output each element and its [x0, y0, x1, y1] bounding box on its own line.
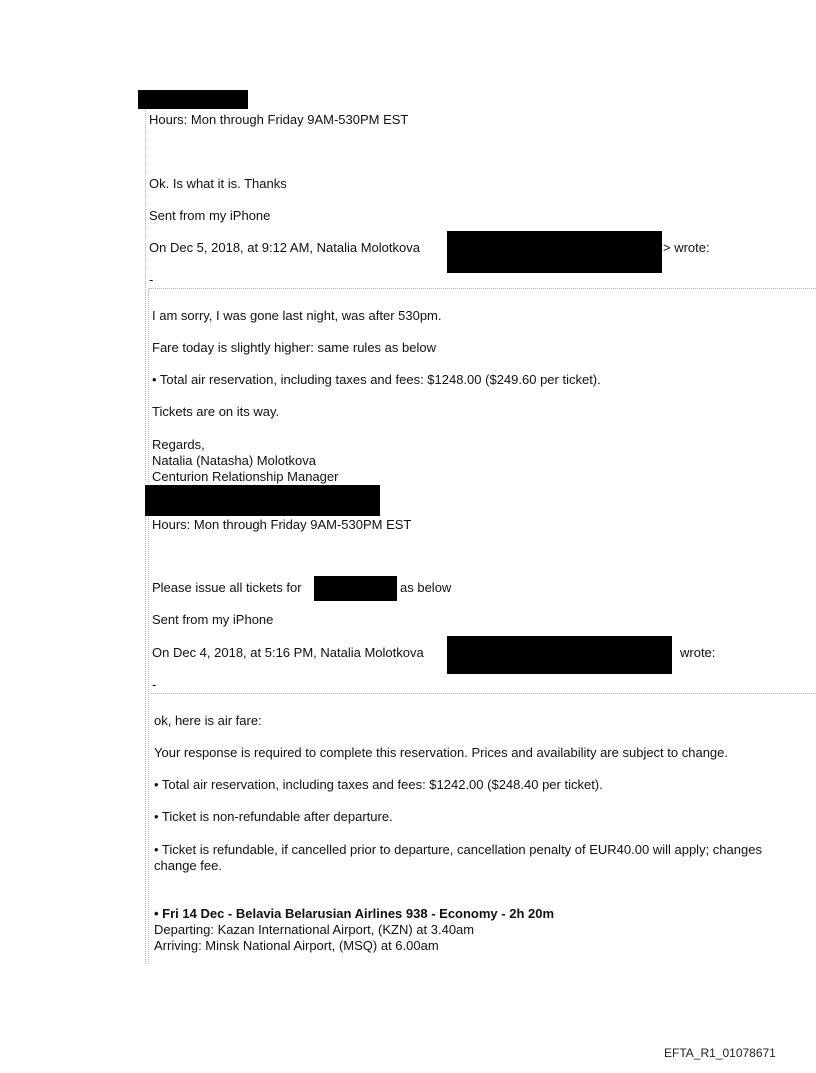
hours-line: Hours: Mon through Friday 9AM-530PM EST — [152, 517, 412, 532]
hours-line: Hours: Mon through Friday 9AM-530PM EST — [149, 112, 409, 127]
signature-regards: Regards, — [152, 437, 205, 452]
bullet-item: • Total air reservation, including taxes and fees: $1248.00 ($249.60 per ticket). — [152, 372, 601, 387]
bullet-item: • Total air reservation, including taxes and fees: $1242.00 ($248.40 per ticket). — [154, 777, 603, 792]
dash-separator: - — [152, 677, 157, 692]
quote-header-suffix: > wrote: — [663, 240, 710, 255]
sent-from-line: Sent from my iPhone — [149, 208, 271, 223]
quote-header-suffix: wrote: — [680, 645, 716, 660]
redaction-box — [145, 485, 380, 516]
quote-header-prefix: On Dec 4, 2018, at 5:16 PM, Natalia Molotkova — [152, 645, 424, 660]
quote-border-inner — [148, 290, 149, 964]
message-line: Fare today is slightly higher: same rules as below — [152, 340, 436, 355]
quote-header-prefix: On Dec 5, 2018, at 9:12 AM, Natalia Molotkova — [149, 240, 420, 255]
message-line: Tickets are on its way. — [152, 404, 280, 419]
reply-text: Ok. Is what it is. Thanks — [149, 176, 287, 191]
document-id: EFTA_R1_01078671 — [664, 1046, 776, 1060]
redaction-box — [138, 90, 248, 109]
quote-border-outer — [145, 108, 146, 964]
issue-suffix: as below — [400, 580, 452, 595]
redaction-box — [314, 576, 397, 601]
signature-name: Natalia (Natasha) Molotkova — [152, 453, 317, 468]
message-line: Your response is required to complete this reservation. Prices and availability are subject to change. — [154, 745, 728, 760]
bullet-continuation: change fee. — [154, 858, 222, 873]
flight-arriving: Arriving: Minsk National Airport, (MSQ) at 6.00am — [154, 938, 439, 953]
redaction-box — [447, 231, 662, 273]
redaction-box — [447, 636, 672, 674]
flight-departing: Departing: Kazan International Airport, (KZN) at 3.40am — [154, 922, 475, 937]
divider — [151, 693, 816, 694]
issue-prefix: Please issue all tickets for — [152, 580, 302, 595]
signature-title: Centurion Relationship Manager — [152, 469, 339, 484]
flight-title: • Fri 14 Dec - Belavia Belarusian Airlines 938 - Economy - 2h 20m — [154, 906, 555, 921]
message-line: I am sorry, I was gone last night, was after 530pm. — [152, 308, 442, 323]
bullet-item: • Ticket is non-refundable after departure. — [154, 809, 393, 824]
message-line: ok, here is air fare: — [154, 713, 262, 728]
sent-from-line: Sent from my iPhone — [152, 612, 274, 627]
dash-separator: - — [149, 272, 154, 287]
bullet-item: • Ticket is refundable, if cancelled prior to departure, cancellation penalty of EUR40.00 will apply; changes — [154, 842, 762, 857]
divider — [148, 288, 816, 289]
